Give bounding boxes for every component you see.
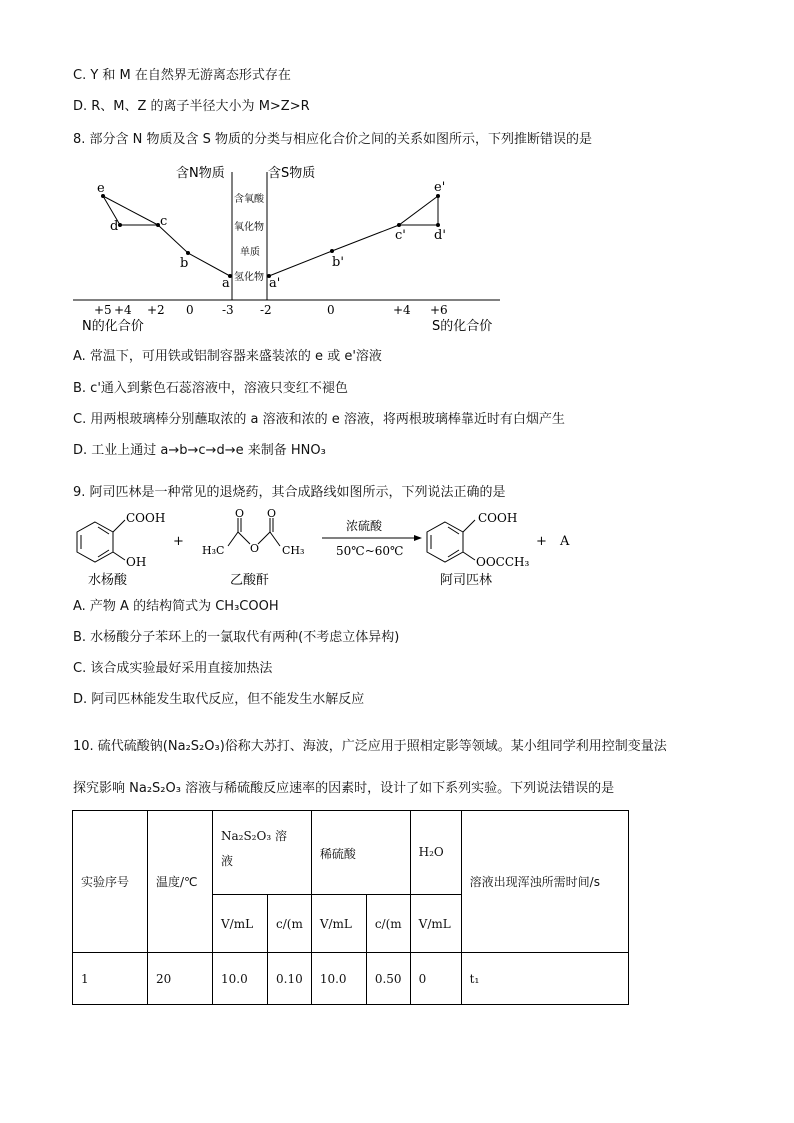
n-points — [101, 194, 232, 278]
q8-option-b: B. c'通入到紫色石蕊溶液中，溶液只变红不褪色 — [73, 381, 348, 396]
n-axis-label: N的化合价 — [82, 319, 144, 334]
point-b — [186, 251, 190, 255]
sub-acid-volume: V/mL — [311, 895, 366, 953]
header-water: H₂O — [410, 811, 461, 895]
category-element: 单质 — [240, 247, 260, 258]
category-oxyacid: 含氧酸 — [234, 194, 264, 205]
salicylic-cooh: COOH — [126, 511, 166, 525]
q9-stem: 9. 阿司匹林是一种常见的退烧药，其合成路线如图所示，下列说法正确的是 — [73, 485, 506, 500]
cell-na-volume: 10.0 — [213, 953, 268, 1005]
header-acid: 稀硫酸 — [311, 811, 410, 895]
plus-sign-2: + — [536, 534, 547, 549]
cell-acid-volume: 10.0 — [311, 953, 366, 1005]
s-tick-0: 0 — [327, 303, 335, 317]
label-e-prime: e' — [434, 180, 446, 195]
cell-water-volume: 0 — [410, 953, 461, 1005]
label-c: c — [160, 214, 168, 229]
n-tick-plus2: +2 — [147, 303, 165, 317]
point-b-prime — [330, 249, 334, 253]
q9-option-a: A. 产物 A 的结构简式为 CH₃COOH — [73, 599, 279, 614]
label-b: b — [180, 256, 189, 271]
label-a: a — [222, 276, 230, 291]
q8-option-c: C. 用两根玻璃棒分别蘸取浓的 a 溶液和浓的 e 溶液，将两根玻璃棒靠近时有白烟产生 — [73, 412, 565, 427]
point-c-prime — [397, 223, 401, 227]
acetic-anhydride-label: 乙酸酐 — [230, 573, 270, 588]
s-title: 含S物质 — [268, 166, 316, 181]
anhydride-h3c: H₃C — [202, 544, 225, 557]
anhydride-o-top-left: O — [235, 508, 245, 520]
q8-option-d: D. 工业上通过 a→b→c→d→e 来制备 HNO₃ — [73, 443, 326, 458]
s-tick-minus2: -2 — [260, 303, 272, 317]
s-axis-label: S的化合价 — [432, 319, 493, 334]
sub-na-conc: c/(m — [268, 895, 312, 953]
cell-na-conc: 0.10 — [268, 953, 312, 1005]
label-c-prime: c' — [395, 228, 406, 243]
n-tick-minus3: -3 — [222, 303, 234, 317]
q7-option-d: D. R、M、Z 的离子半径大小为 M>Z>R — [73, 99, 310, 114]
header-na2s2o3-line2: 液 — [221, 854, 234, 868]
cell-acid-conc: 0.50 — [366, 953, 410, 1005]
header-seq: 实验序号 — [73, 811, 148, 953]
aspirin-ester: OOCCH₃ — [476, 555, 530, 569]
label-d-prime: d' — [434, 228, 446, 243]
plus-sign-1: + — [173, 534, 184, 549]
point-d — [118, 223, 122, 227]
header-temp: 温度/℃ — [148, 811, 213, 953]
condition-catalyst: 浓硫酸 — [346, 519, 383, 533]
n-tick-plus4: +4 — [114, 303, 132, 317]
salicylic-oh: OH — [126, 555, 147, 569]
anhydride-o-top-right: O — [267, 508, 277, 520]
n-tick-0: 0 — [186, 303, 194, 317]
s-tick-plus6: +6 — [430, 303, 448, 317]
table-row — [73, 953, 629, 1005]
s-points — [267, 194, 440, 278]
salicylic-acid-structure — [77, 520, 125, 562]
q8-valence-diagram — [70, 160, 530, 335]
q8-option-a: A. 常温下，可用铁或铝制容器来盛装浓的 e 或 e'溶液 — [73, 349, 382, 364]
aspirin-structure — [427, 520, 475, 562]
category-hydride: 氢化物 — [234, 272, 264, 283]
q10-experiment-table — [72, 810, 629, 1005]
q9-option-d: D. 阿司匹林能发生取代反应，但不能发生水解反应 — [73, 692, 365, 707]
q10-stem-line1: 10. 硫代硫酸钠(Na₂S₂O₃)俗称大苏打、海波，广泛应用于照相定影等领域。某小组同学利用控制变量法 — [73, 739, 667, 754]
label-e: e — [97, 181, 105, 196]
aspirin-cooh: COOH — [478, 511, 518, 525]
point-d-prime — [436, 223, 440, 227]
cell-seq: 1 — [73, 953, 148, 1005]
q9-option-c: C. 该合成实验最好采用直接加热法 — [73, 661, 273, 676]
cell-time: t₁ — [461, 953, 628, 1005]
salicylic-acid-label: 水杨酸 — [88, 573, 128, 588]
anhydride-ch3: CH₃ — [282, 544, 305, 557]
header-na2s2o3-line1: Na₂S₂O₃ 溶 — [221, 829, 287, 843]
header-na2s2o3 — [213, 811, 312, 895]
sub-water-volume: V/mL — [410, 895, 461, 953]
q10-stem-line2: 探究影响 Na₂S₂O₃ 溶液与稀硫酸反应速率的因素时，设计了如下系列实验。下列说法错误的是 — [73, 781, 615, 796]
byproduct-a: A — [560, 534, 570, 549]
category-oxide: 氧化物 — [234, 222, 264, 233]
sub-na-volume: V/mL — [213, 895, 268, 953]
cell-temp: 20 — [148, 953, 213, 1005]
label-a-prime: a' — [269, 276, 281, 291]
label-d: d — [110, 219, 119, 234]
q9-option-b: B. 水杨酸分子苯环上的一氯取代有两种(不考虑立体异构) — [73, 630, 400, 645]
s-tick-plus4: +4 — [393, 303, 411, 317]
condition-temperature: 50℃~60℃ — [336, 544, 404, 558]
q7-option-c: C. Y 和 M 在自然界无游离态形式存在 — [73, 68, 291, 83]
q8-stem: 8. 部分含 N 物质及含 S 物质的分类与相应化合价之间的关系如图所示，下列推断错误的是 — [73, 132, 593, 147]
anhydride-o-bridge: O — [250, 542, 260, 555]
header-time: 溶液出现浑浊所需时间/s — [461, 811, 628, 953]
n-title: 含N物质 — [176, 166, 225, 181]
q9-reaction-scheme — [70, 508, 590, 590]
label-b-prime: b' — [332, 255, 344, 270]
aspirin-label: 阿司匹林 — [440, 573, 493, 588]
sub-acid-conc: c/(m — [366, 895, 410, 953]
n-tick-plus5: +5 — [94, 303, 112, 317]
